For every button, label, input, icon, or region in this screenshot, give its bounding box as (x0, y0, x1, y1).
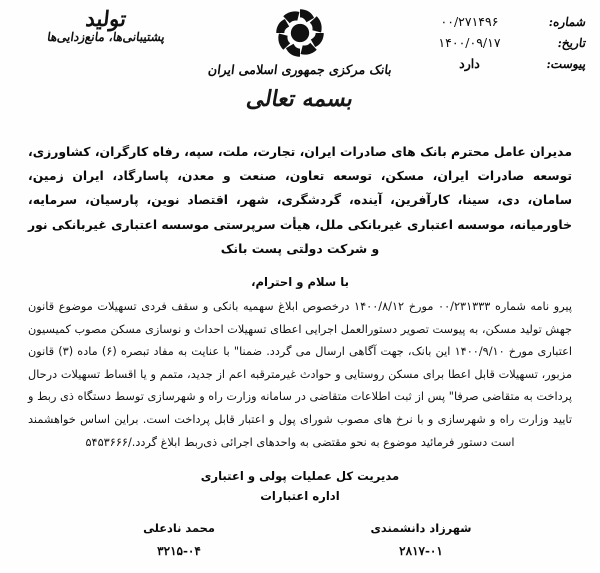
signature-block (0, 466, 600, 507)
meta-row-number (401, 14, 586, 35)
meta-label-attachment: پیوست: (545, 57, 587, 71)
meta-row-date (401, 35, 586, 56)
year-slogan-logo (36, 8, 176, 44)
meta-value-attachment: دارد (459, 56, 480, 71)
organization-logo-block (205, 6, 395, 77)
meta-label-number: شماره: (547, 15, 587, 29)
letter-content (28, 140, 572, 454)
basmala-text: بسمه تعالی (244, 86, 356, 112)
signer-secondary-name: شهرزاد دانشمندی (370, 521, 472, 535)
letter-body-text: پیرو نامه شماره ۰۰/۲۳۱۳۳۳ مورخ ۱۴۰۰/۸/۱۲ درخصوص ابلاغ سهمیه بانکی و سقف فردی تسهیلات موضوع قانون جهش تولید مسکن، به پیوست تصویر دستورالعمل اجرایی اعطای تسهیلات احداث و نوسازی مسکن مصوب کمیسیون اعتباری مورخ ۱۴۰۰/۹/۱۰ این بانک، جهت آگاهی ارسال می گردد. ضمنا" با عنایت به مفاد تبصره (۶) ماده (۳) قانون مزبور، تسهیلات قابل اعطا برای مسکن روستایی و حوادث غیرمترقبه اعم از جدید، متمم و یا اقساط تسهیلات درحال پرداخت به متقاضی صرفا" پس از ثبت اطلاعات متقاضی در سامانه وزارت راه و شهرسازی توسط دستگاه ذی ربط و تایید وزارت راه و شهرسازی و با نرخ های مصوب شورای پول و اعتبار قابل پرداخت است. براین اساس خواهشمند است دستور فرمائید موضوع به نحو مقتضی به واحدهای اجرائی ذی‌ربط ابلاغ گردد./۵۴۵۳۶۶۶ (28, 299, 572, 449)
signer-primary-name: محمد نادعلی (143, 521, 215, 535)
signature-department-secondary: اداره اعتبارات (260, 489, 340, 504)
signer-secondary-extension: ۲۸۱۷-۰۱ (399, 543, 443, 558)
greeting-text: با سلام و احترام، (251, 274, 349, 289)
year-slogan-sub-text: پشتیبانی‌ها، مانع‌زدایی‌ها (46, 30, 166, 45)
letter-header (0, 0, 600, 112)
signature-department-primary: مدیریت کل عملیات پولی و اعتباری (200, 469, 400, 483)
letter-meta-block (401, 14, 586, 77)
meta-value-date: ۱۴۰۰/۰۹/۱۷ (438, 35, 501, 50)
signers-row (0, 518, 600, 562)
signer-primary (104, 518, 254, 562)
year-slogan-main-text: تولید (84, 6, 128, 31)
central-bank-logo-icon (273, 6, 327, 60)
signer-secondary (346, 518, 496, 562)
recipients-block: مدیران عامل محترم بانک های صادرات ایران، تجارت، ملت، سپه، رفاه کارگران، کشاورزی، توسعه صادرات ایران، مسکن، توسعه تعاون، صنعت و معدن، پاسارگاد، ایران زمین، سامان، دی، سینا، کارآفرین، آینده، گردشگری، شهر، اقتصاد نوین، پارسیان، سرمایه، خاورمیانه، موسسه اعتباری غیربانکی ملل، هیأت سرپرستی موسسه اعتباری غیربانکی نور و شرکت دولتی پست بانک (28, 144, 572, 256)
organization-name: بانک مرکزی جمهوری اسلامی ایران (207, 62, 393, 77)
meta-value-number: ۰۰/۲۷۱۴۹۶ (440, 14, 499, 29)
signer-primary-extension: ۳۲۱۵-۰۴ (157, 543, 201, 558)
meta-label-date: تاریخ: (556, 36, 587, 50)
meta-row-attachment (401, 56, 586, 77)
